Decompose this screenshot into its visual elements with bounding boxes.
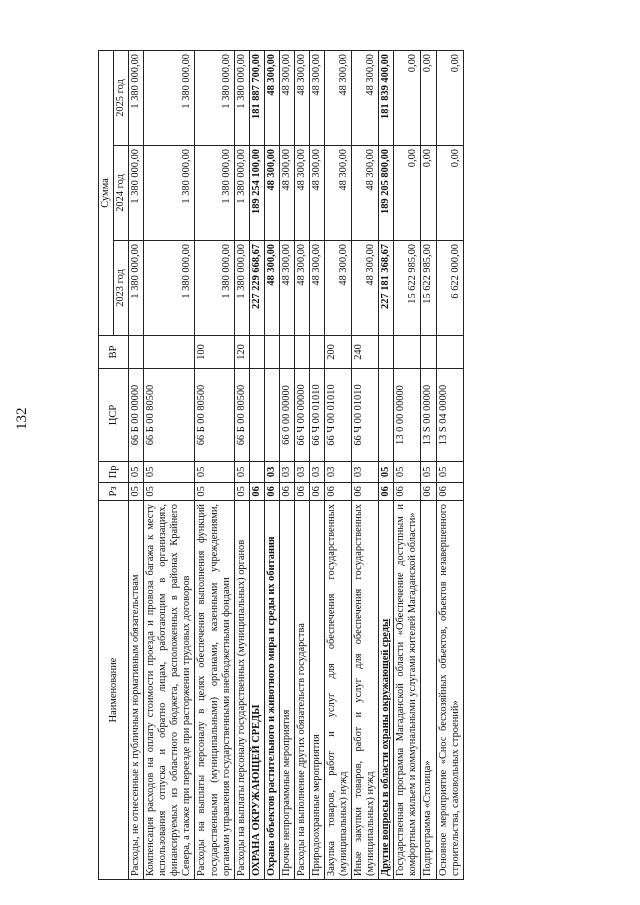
cell-vr [279,336,294,369]
cell-pr [249,462,264,483]
cell-2024: 0,00 [421,146,436,241]
cell-rz: 06 [379,482,394,500]
cell-vr [436,336,463,369]
cell-name: Прочие непрограммные мероприятия [279,501,294,880]
cell-2025: 1 380 000,00 [129,51,144,146]
header-pr: Пр [99,462,129,483]
cell-csr: 66 Ч 00 01010 [309,369,324,462]
cell-csr: 66 Ч 00 01010 [325,369,352,462]
table-row [294,51,309,880]
cell-csr: 13 S 00 00000 [421,369,436,462]
header-name: Наименование [99,501,129,880]
cell-2023: 48 300,00 [294,241,309,336]
cell-name: Расходы на выплаты персоналу государственных (муниципальных) органов [234,501,249,880]
cell-vr: 240 [352,336,379,369]
cell-pr: 05 [195,462,234,483]
cell-pr: 05 [234,462,249,483]
table-row [309,51,324,880]
cell-pr: 03 [294,462,309,483]
cell-name: Компенсация расходов на оплату стоимости проезда и провоза багажа к месту использования отпуска и обратно лицам, работающим в организациях, финансируемых из областного бюджета, расположенных в районах Крайнего Севера, а также при переезде при расторжении трудовых договоров [144,501,195,880]
cell-2025: 0,00 [436,51,463,146]
cell-csr: 66 Ч 00 00000 [294,369,309,462]
cell-2025: 1 380 000,00 [144,51,195,146]
cell-name: Иные закупки товаров, работ и услуг для обеспечения государственных (муниципальных) нужд [352,501,379,880]
table-row [195,51,234,880]
cell-csr: 66 0 00 00000 [279,369,294,462]
cell-2025: 48 300,00 [264,51,279,146]
cell-csr [249,369,264,462]
cell-name: Расходы, не отнесенные к публичным нормативным обязательствам [129,501,144,880]
budget-table [98,50,464,880]
cell-pr: 03 [264,462,279,483]
cell-pr: 05 [144,462,195,483]
cell-rz: 05 [144,482,195,500]
table-body [129,51,464,880]
cell-2023: 15 622 985,00 [394,241,421,336]
cell-vr [379,336,394,369]
cell-vr [294,336,309,369]
cell-2025: 0,00 [421,51,436,146]
cell-rz: 06 [249,482,264,500]
cell-2023: 48 300,00 [352,241,379,336]
cell-rz: 06 [325,482,352,500]
table-row [144,51,195,880]
cell-csr: 13 S 04 00000 [436,369,463,462]
cell-2024: 48 300,00 [294,146,309,241]
header-2023: 2023 год [114,241,129,336]
cell-pr: 05 [129,462,144,483]
table-row [325,51,352,880]
cell-vr [309,336,324,369]
cell-csr: 66 Б 00 80500 [144,369,195,462]
cell-2024: 189 205 800,00 [379,146,394,241]
cell-vr [421,336,436,369]
cell-2025: 48 300,00 [279,51,294,146]
cell-pr: 05 [394,462,421,483]
cell-vr [264,336,279,369]
cell-2023: 48 300,00 [309,241,324,336]
cell-vr [144,336,195,369]
cell-pr: 05 [436,462,463,483]
cell-2025: 0,00 [394,51,421,146]
cell-2023: 1 380 000,00 [144,241,195,336]
cell-name: ОХРАНА ОКРУЖАЮЩЕЙ СРЕДЫ [249,501,264,880]
table-row [234,51,249,880]
cell-2024: 0,00 [436,146,463,241]
cell-pr: 03 [279,462,294,483]
cell-rz: 06 [436,482,463,500]
cell-2025: 181 887 700,00 [249,51,264,146]
cell-rz: 06 [279,482,294,500]
cell-pr: 05 [421,462,436,483]
header-2025: 2025 год [114,51,129,146]
cell-2024: 48 300,00 [279,146,294,241]
cell-name: Основное мероприятие «Снос бесхозяйных объектов, объектов незавершенного строительства, самовольных строений» [436,501,463,880]
cell-vr: 120 [234,336,249,369]
header-sum: Сумма [99,51,114,336]
cell-2025: 48 300,00 [325,51,352,146]
table-row [279,51,294,880]
cell-2023: 1 380 000,00 [129,241,144,336]
header-vr: ВР [99,336,129,369]
cell-2024: 48 300,00 [264,146,279,241]
cell-2023: 15 622 985,00 [421,241,436,336]
cell-rz: 06 [309,482,324,500]
header-csr: ЦСР [99,369,129,462]
cell-rz: 06 [421,482,436,500]
cell-2023: 48 300,00 [325,241,352,336]
cell-2025: 1 380 000,00 [234,51,249,146]
cell-rz: 06 [294,482,309,500]
cell-2024: 189 254 100,00 [249,146,264,241]
cell-2023: 6 622 000,00 [436,241,463,336]
cell-name: Государственная программа Магаданской области «Обеспечение доступным и комфортным жильем и коммунальными услугами жителей Магаданской области» [394,501,421,880]
cell-vr [394,336,421,369]
cell-pr: 03 [352,462,379,483]
cell-name: Расходы на выполнение других обязательств государства [294,501,309,880]
cell-name: Закупка товаров, работ и услуг для обеспечения государственных (муниципальных) нужд [325,501,352,880]
cell-rz: 06 [394,482,421,500]
cell-2023: 48 300,00 [279,241,294,336]
page-number: 132 [14,407,30,430]
table-row [249,51,264,880]
table-header [99,51,129,880]
table-row [421,51,436,880]
cell-pr: 03 [309,462,324,483]
cell-rz: 05 [195,482,234,500]
table-row [394,51,421,880]
cell-vr: 100 [195,336,234,369]
header-rz: Рз [99,482,129,500]
table-row [436,51,463,880]
cell-2024: 48 300,00 [352,146,379,241]
cell-name: Природоохранные мероприятия [309,501,324,880]
budget-table-region [98,50,618,880]
cell-vr: 200 [325,336,352,369]
cell-2023: 227 229 668,67 [249,241,264,336]
header-row-1 [99,51,114,880]
cell-2024: 48 300,00 [325,146,352,241]
cell-2023: 1 380 000,00 [234,241,249,336]
table-row [379,51,394,880]
cell-csr [264,369,279,462]
cell-2025: 181 839 400,00 [379,51,394,146]
cell-vr [249,336,264,369]
cell-2024: 1 380 000,00 [129,146,144,241]
cell-2024: 0,00 [394,146,421,241]
cell-name: Охрана объектов растительного и животного мира и среды их обитания [264,501,279,880]
cell-2024: 1 380 000,00 [234,146,249,241]
cell-2024: 1 380 000,00 [195,146,234,241]
cell-2023: 48 300,00 [264,241,279,336]
cell-2025: 1 380 000,00 [195,51,234,146]
table-row [352,51,379,880]
cell-rz: 05 [129,482,144,500]
cell-csr: 66 Ч 00 01010 [352,369,379,462]
cell-2025: 48 300,00 [294,51,309,146]
cell-rz: 06 [352,482,379,500]
header-2024: 2024 год [114,146,129,241]
cell-rz: 06 [264,482,279,500]
cell-name: Подпрограмма «Столица» [421,501,436,880]
cell-csr: 66 Б 00 80500 [234,369,249,462]
cell-csr: 66 Б 00 00000 [129,369,144,462]
cell-csr: 13 0 00 00000 [394,369,421,462]
table-row [264,51,279,880]
cell-pr: 03 [325,462,352,483]
cell-2024: 48 300,00 [309,146,324,241]
cell-csr [379,369,394,462]
cell-name: Другие вопросы в области охраны окружающей среды [379,501,394,880]
cell-name: Расходы на выплаты персоналу в целях обеспечения выполнения функций государственными (муниципальными) органами, казенными учреждениями, органами управления государственными внебюджетными фондами [195,501,234,880]
cell-2024: 1 380 000,00 [144,146,195,241]
cell-2023: 1 380 000,00 [195,241,234,336]
cell-pr: 05 [379,462,394,483]
cell-rz: 05 [234,482,249,500]
table-row [129,51,144,880]
cell-2025: 48 300,00 [309,51,324,146]
cell-vr [129,336,144,369]
cell-csr: 66 Б 00 80500 [195,369,234,462]
cell-2023: 227 181 368,67 [379,241,394,336]
cell-2025: 48 300,00 [352,51,379,146]
